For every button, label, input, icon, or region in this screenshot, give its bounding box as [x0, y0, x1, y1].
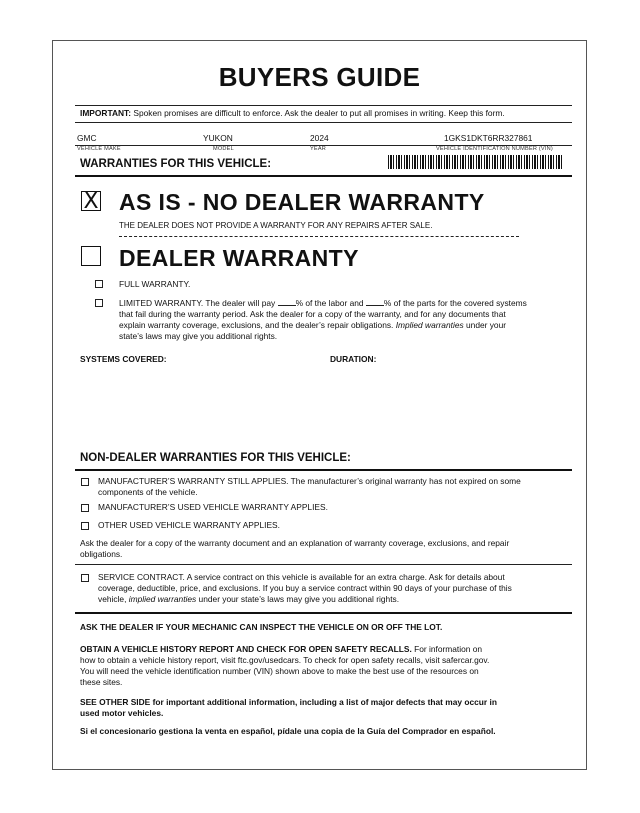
manufacturer-warranty-text	[98, 476, 568, 498]
vehicle-history-text	[80, 644, 570, 688]
divider	[75, 105, 572, 106]
buyers-guide-form	[52, 40, 587, 770]
vehicle-model-value: YUKON	[203, 133, 233, 143]
ask-warranty-copy-text	[80, 538, 560, 560]
vehicle-model-label: MODEL	[213, 146, 234, 152]
vin-barcode	[388, 155, 562, 169]
vehicle-make-value: GMC	[77, 133, 97, 143]
manufacturer-used-warranty-label: MANUFACTURER’S USED VEHICLE WARRANTY APPLIES.	[98, 502, 328, 512]
service-contract-line-3a: vehicle,	[98, 594, 129, 604]
manufacturer-warranty-line-2: components of the vehicle.	[98, 487, 198, 497]
systems-covered-label: SYSTEMS COVERED:	[80, 354, 167, 364]
as-is-check-mark: X	[83, 189, 99, 214]
full-warranty-label: FULL WARRANTY.	[119, 279, 191, 289]
limited-warranty-line-2: that fail during the warranty period. Ask the dealer for a copy of the warranty, and for any documents that	[119, 309, 506, 319]
manufacturer-warranty-line-1: MANUFACTURER’S WARRANTY STILL APPLIES. The manufacturer’s original warranty has not expired on some	[98, 476, 521, 486]
spanish-notice: Si el concesionario gestiona la venta en español, pídale una copia de la Guía del Comprador en español.	[80, 726, 496, 736]
manufacturer-used-warranty-checkbox[interactable]	[81, 504, 89, 512]
vehicle-year-label: YEAR	[310, 146, 327, 152]
non-dealer-heading: NON-DEALER WARRANTIES FOR THIS VEHICLE:	[80, 452, 351, 464]
important-text: Spoken promises are difficult to enforce. Ask the dealer to put all promises in writing. Keep this form.	[133, 108, 505, 118]
as-is-subtitle: THE DEALER DOES NOT PROVIDE A WARRANTY FOR ANY REPAIRS AFTER SALE.	[119, 221, 433, 230]
other-used-warranty-label: OTHER USED VEHICLE WARRANTY APPLIES.	[98, 520, 280, 530]
limited-warranty-checkbox[interactable]	[95, 299, 103, 307]
vehicle-history-line-1: For information on	[411, 644, 483, 654]
limited-warranty-line-4: state’s laws may give you additional rights.	[119, 331, 278, 341]
limited-warranty-text-a: LIMITED WARRANTY. The dealer will pay	[119, 298, 278, 308]
divider	[75, 469, 572, 471]
divider	[75, 612, 572, 614]
page-title: BUYERS GUIDE	[218, 62, 421, 92]
important-notice	[80, 108, 505, 119]
other-used-warranty-checkbox[interactable]	[81, 522, 89, 530]
ask-warranty-line-1: Ask the dealer for a copy of the warranty document and an explanation of warranty coverage, exclusions, and repair	[80, 538, 510, 548]
service-contract-checkbox[interactable]	[81, 574, 89, 582]
important-label: IMPORTANT:	[80, 108, 132, 118]
vehicle-history-line-3: You will need the vehicle identification number (VIN) shown above to make the best use of the resources on	[80, 666, 479, 676]
vehicle-history-line-4: these sites.	[80, 677, 123, 687]
ask-warranty-line-2: obligations.	[80, 549, 123, 559]
vehicle-vin-label: VEHICLE IDENTIFICATION NUMBER (VIN)	[436, 146, 553, 152]
vehicle-history-heading: OBTAIN A VEHICLE HISTORY REPORT AND CHECK FOR OPEN SAFETY RECALLS.	[80, 644, 412, 654]
service-contract-text	[98, 572, 568, 605]
limited-warranty-line-3a: explain warranty coverage, exclusions, and the dealer’s repair obligations.	[119, 320, 396, 330]
duration-label: DURATION:	[330, 354, 377, 364]
vehicle-make-label: VEHICLE MAKE	[77, 146, 121, 152]
vehicle-year-value: 2024	[310, 133, 329, 143]
mechanic-inspection-text: ASK THE DEALER IF YOUR MECHANIC CAN INSPECT THE VEHICLE ON OR OFF THE LOT.	[80, 622, 443, 632]
vehicle-vin-value: 1GKS1DKT6RR327861	[444, 133, 533, 143]
see-other-side-line-2: used motor vehicles.	[80, 708, 164, 718]
labor-percent-blank[interactable]	[278, 298, 296, 306]
limited-warranty-text-c: % of the parts for the covered systems	[383, 298, 527, 308]
service-contract-line-1: SERVICE CONTRACT. A service contract on this vehicle is available for an extra charge. Ask for details about	[98, 572, 505, 582]
vehicle-history-line-2: how to obtain a vehicle history report, visit ftc.gov/usedcars. To check for open safety recalls, visit safercar.gov.	[80, 655, 490, 665]
service-implied-warranties-text: implied warranties	[128, 594, 197, 604]
parts-percent-blank[interactable]	[366, 298, 384, 306]
as-is-checkbox[interactable]	[81, 189, 101, 214]
implied-warranties-text: Implied warranties	[395, 320, 464, 330]
see-other-side-text	[80, 697, 570, 719]
divider	[75, 175, 572, 177]
dealer-warranty-title: DEALER WARRANTY	[119, 245, 359, 271]
limited-warranty-text	[119, 298, 569, 342]
see-other-side-line-1: SEE OTHER SIDE for important additional information, including a list of major defects that may occur in	[80, 697, 497, 707]
dashed-divider	[119, 236, 519, 237]
as-is-title: AS IS - NO DEALER WARRANTY	[119, 189, 485, 215]
limited-warranty-text-b: % of the labor and	[295, 298, 366, 308]
divider	[75, 122, 572, 123]
warranties-heading: WARRANTIES FOR THIS VEHICLE:	[80, 158, 272, 170]
manufacturer-warranty-checkbox[interactable]	[81, 478, 89, 486]
full-warranty-checkbox[interactable]	[95, 280, 103, 288]
service-contract-line-2: coverage, deductible, price, and exclusions. If you buy a service contract within 90 days of your purchase of this	[98, 583, 512, 593]
service-contract-line-3c: under your state’s laws may give you additional rights.	[196, 594, 400, 604]
divider	[75, 564, 572, 565]
dealer-warranty-checkbox[interactable]	[81, 246, 101, 266]
limited-warranty-line-3c: under your	[463, 320, 507, 330]
